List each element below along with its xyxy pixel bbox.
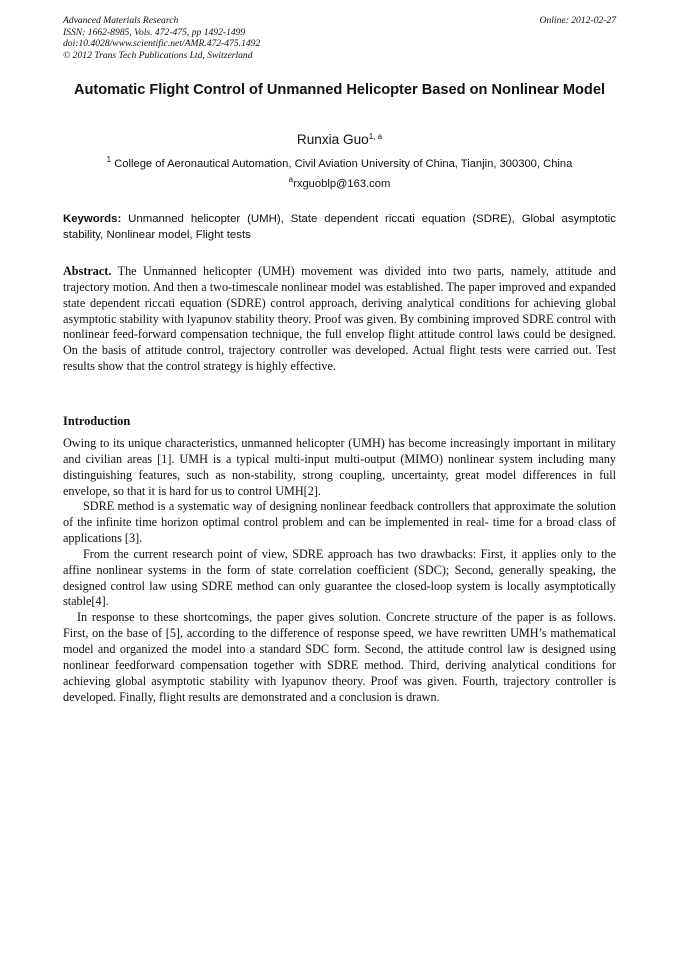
affiliation-text: College of Aeronautical Automation, Civil Aviation University of China, Tianjin, 300300, China [114, 158, 573, 170]
intro-paragraph: From the current research point of view, SDRE approach has two drawbacks: First, it applies only to the affine nonlinear systems in the form of state correlation coefficient (SDC); Second, generally speaking, the designed control law using SDRE method can only guarantee the closed-loop system is locally asymptotically stable[4]. [63, 546, 616, 609]
keywords [63, 212, 616, 243]
journal-header [63, 15, 616, 61]
section-heading-introduction: Introduction [63, 414, 131, 428]
intro-paragraph: Owing to its unique characteristics, unmanned helicopter (UMH) has become increasingly important in military and civilian areas [1]. UMH is a typical multi-input multi-output (MIMO) nonlinear system including many distinguishing features, such as non-stability, strong coupling, uncertainty, great model differences in full envelope, so that it is hard for us to control UMH[2]. [63, 436, 616, 498]
abstract-text: The Unmanned helicopter (UMH) movement was divided into two parts, namely, attitude and trajectory motion. And then a two-timescale nonlinear model was established. The paper improved and expanded state dependent riccati equation (SDRE) control approach, deriving analytical conditions for achieving global asymptotic stability with lyapunov stability theory. Proof was given. By combining improved SDRE control with nonlinear feed-forward compensation technique, the full envelop flight attitude control laws could be designed. On the basis of attitude control, trajectory controller was developed. Actual flight tests were carried out. Test results show that the control strategy is highly effective. [63, 264, 616, 374]
email-text: rxguoblp@163.com [293, 178, 391, 190]
journal-name: Advanced Materials Research [63, 15, 179, 26]
journal-doi: doi:10.4028/www.scientific.net/AMR.472-475.1492 [63, 38, 261, 49]
journal-issn: ISSN: 1662-8985, Vols. 472-475, pp 1492-1499 [63, 26, 246, 38]
author-line [63, 131, 616, 148]
intro-paragraph: SDRE method is a systematic way of designing nonlinear feedback controllers that approximate the solution of the infinite time horizon optimal control problem and can be implemented in real- time for a broad class of applications [3]. [63, 499, 616, 546]
intro-paragraph: In response to these shortcomings, the paper gives solution. Concrete structure of the paper is as follows. First, on the base of [5], according to the difference of response speed, we have rewritten UMH’s mathematical model and organized the model into a standard SDC form. Second, the attitude control law is designed using nonlinear feedforward compensation together with SDRE method. Third, deriving analytical conditions for achieving global asymptotic stability with lyapunov theory. Proof was given. Fourth, trajectory controller is developed. Finally, flight results are demonstrated and a conclusion is drawn. [63, 610, 616, 704]
author-name: Runxia Guo [296, 132, 369, 147]
introduction-body [63, 436, 616, 705]
keywords-text: Unmanned helicopter (UMH), State dependent riccati equation (SDRE), Global asymptotic stability, Nonlinear model, Flight tests [63, 213, 616, 241]
journal-copyright: © 2012 Trans Tech Publications Ltd, Switzerland [63, 49, 253, 61]
abstract [63, 264, 616, 375]
affiliation-sup: 1 [106, 155, 112, 164]
keywords-label: Keywords: [63, 213, 122, 225]
email-sup: a [288, 175, 294, 184]
paper-title: Automatic Flight Control of Unmanned Helicopter Based on Nonlinear Model [73, 82, 606, 98]
author-sup: 1, a [368, 132, 383, 141]
affiliation [63, 157, 616, 171]
online-date: Online: 2012-02-27 [539, 15, 616, 26]
journal-header-left [63, 15, 616, 61]
abstract-label: Abstract. [63, 264, 112, 278]
author-email [63, 177, 616, 191]
